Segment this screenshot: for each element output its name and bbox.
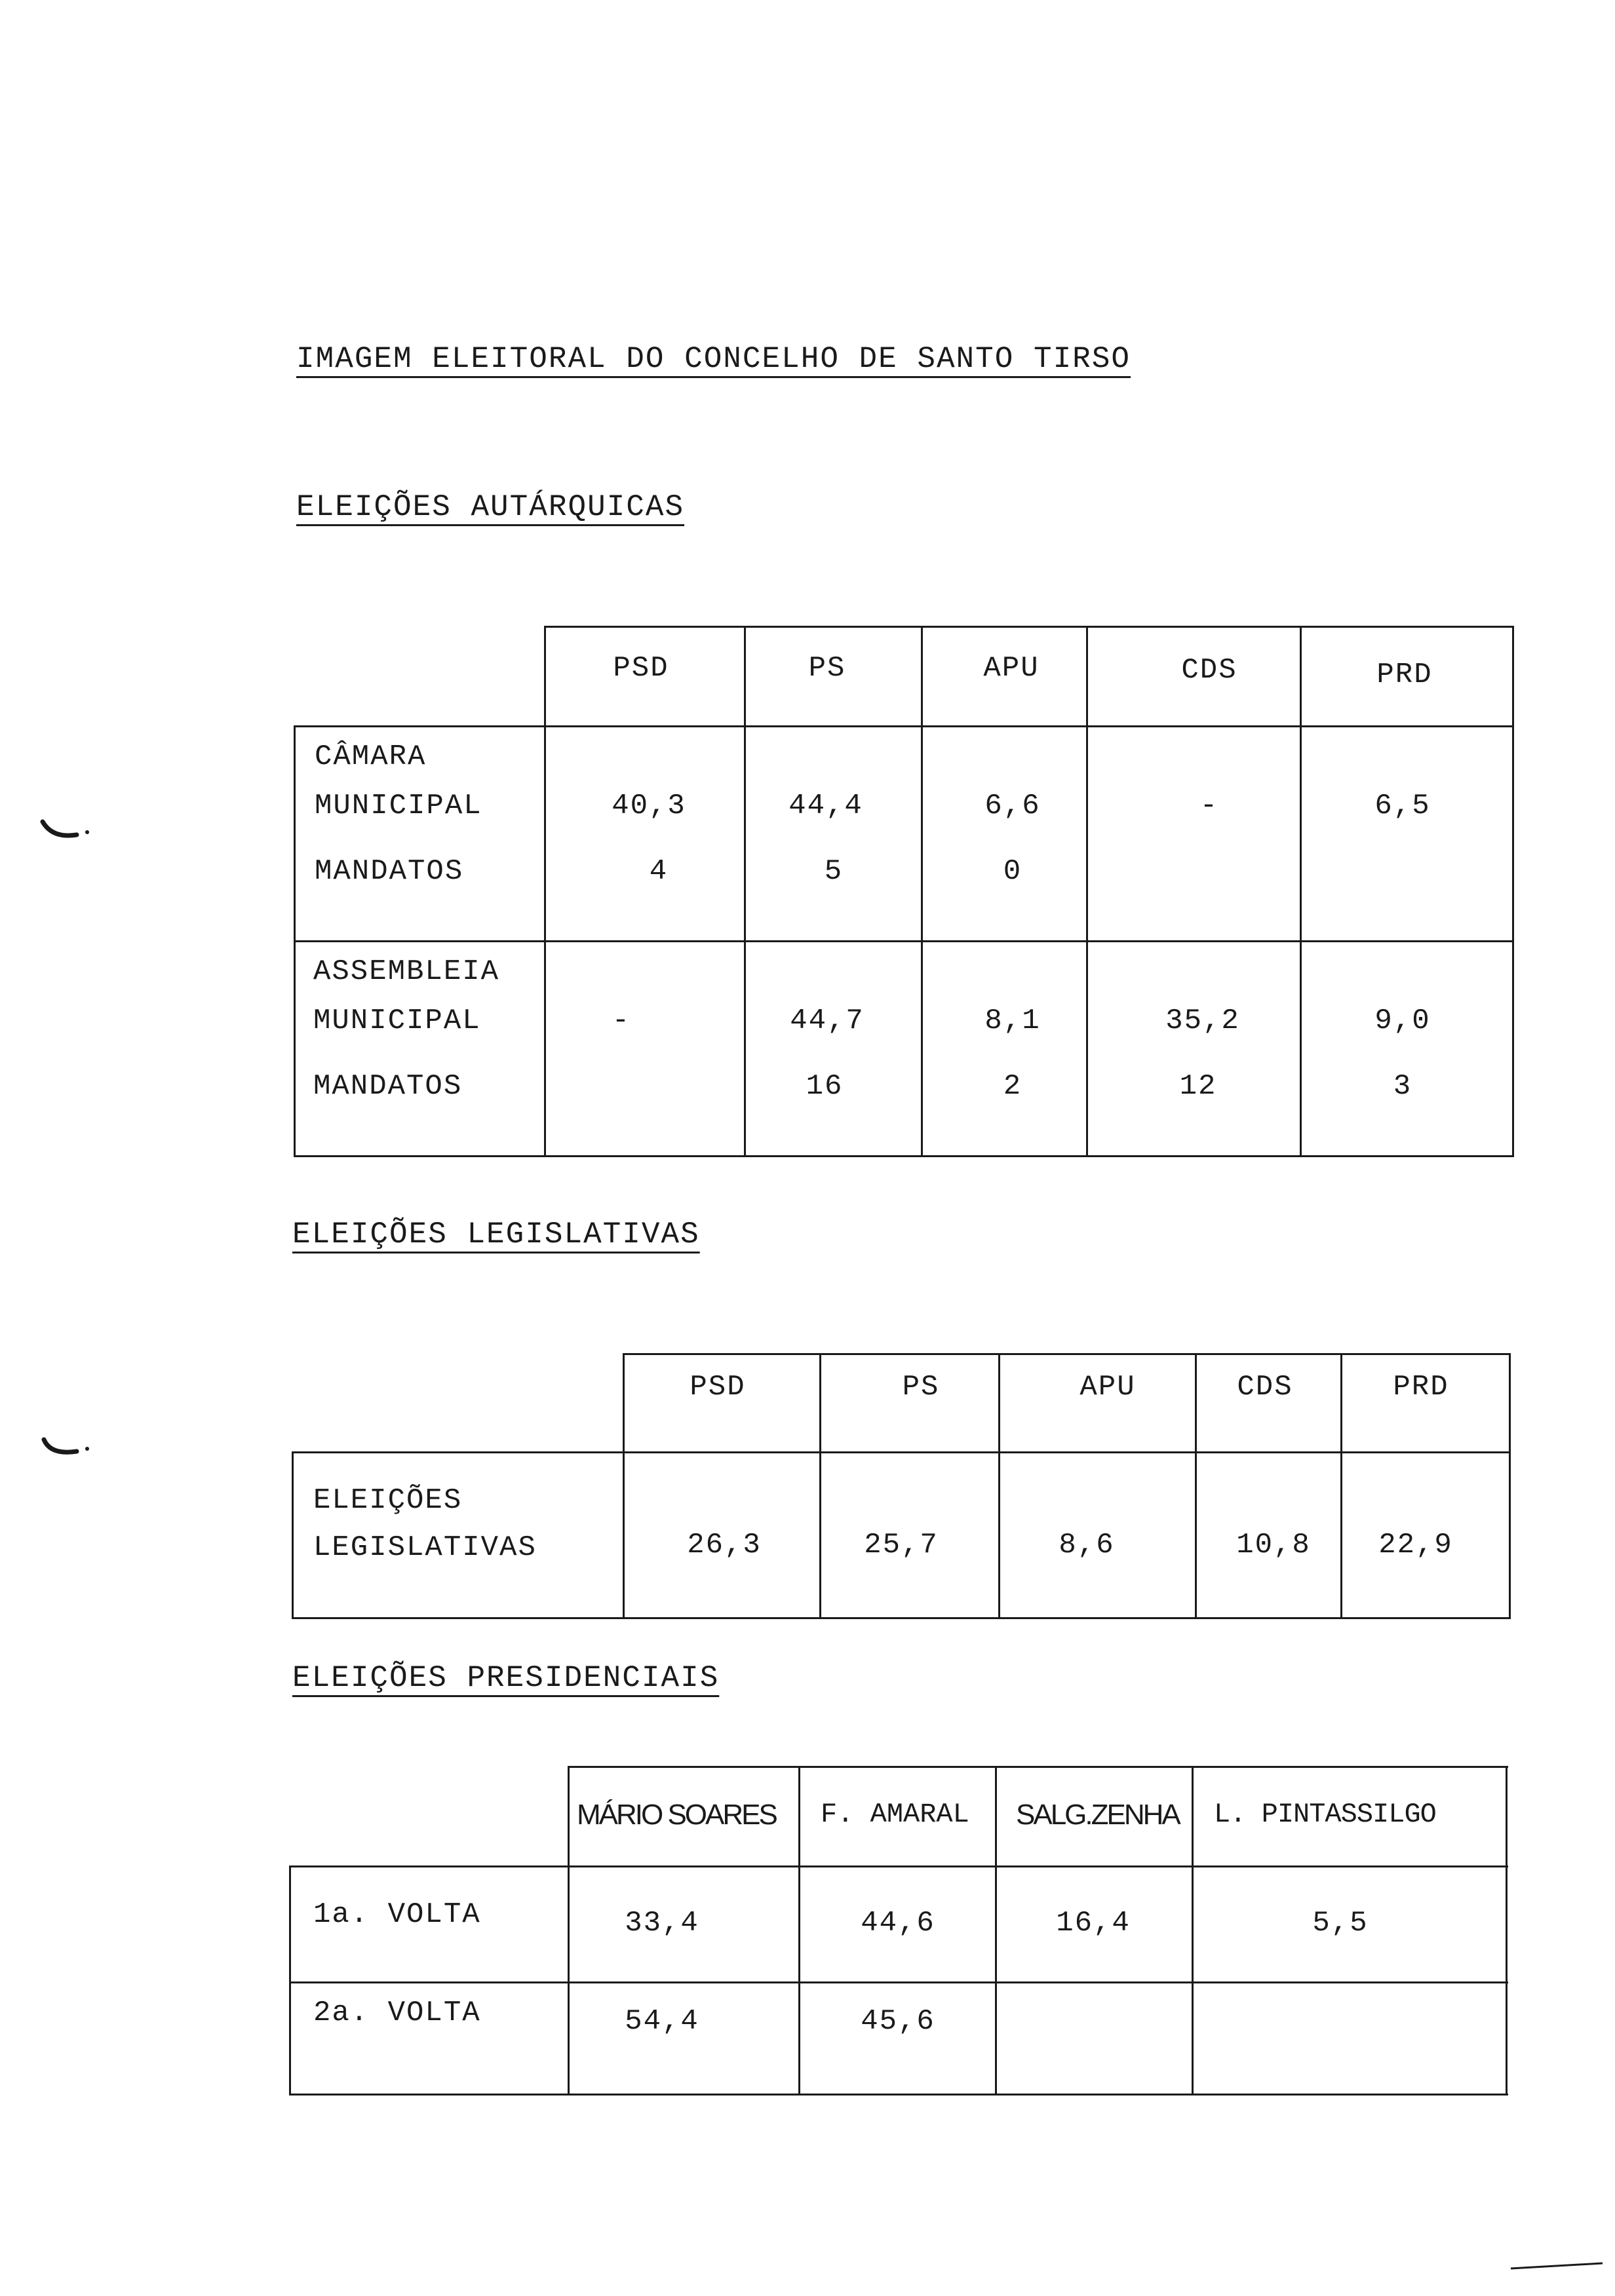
row-label-mandatos: MANDATOS [313,1070,463,1103]
column-header-apu: APU [983,652,1040,685]
table-rule [568,1766,570,2095]
cell-value: 40,3 [612,790,686,822]
cell-value: 9,0 [1374,1004,1431,1037]
table-rule [1192,1766,1194,2095]
cell-value: 6,5 [1374,790,1431,822]
cell-value: 44,6 [861,1907,935,1940]
cell-value: 45,6 [861,2005,935,2038]
table-rule [1506,1766,1508,2095]
cell-value: 22,9 [1378,1529,1453,1561]
cell-value: 26,3 [687,1529,762,1561]
table-rule [744,626,746,1157]
row-label-camara: CÂMARA [315,740,427,773]
cell-value: 8,1 [984,1004,1041,1037]
table-rule [921,626,923,1157]
column-header-apu: APU [1080,1371,1136,1404]
column-header-ps: PS [902,1371,940,1404]
table-rule [1509,1353,1511,1619]
table-rule [1300,626,1302,1157]
table-rule [292,1451,1511,1453]
cell-value: 5,5 [1312,1907,1369,1940]
column-header-f-amaral: F. AMARAL [821,1799,969,1830]
column-header-salg-zenha: SALG.ZENHA [1016,1799,1179,1831]
column-header-prd: PRD [1393,1371,1449,1404]
cell-value: 54,4 [625,2005,699,2038]
cell-seats: 0 [1003,855,1022,888]
table-rule [1512,626,1514,1157]
row-label-legislativas: LEGISLATIVAS [313,1531,537,1564]
table-rule [289,1981,1508,1983]
row-label-eleicoes: ELEIÇÕES [313,1484,463,1517]
table-rule [995,1766,997,2095]
column-header-cds: CDS [1181,654,1237,687]
table-rule [292,1451,294,1619]
table-rule [544,626,1514,628]
section-heading-legislativas: ELEIÇÕES LEGISLATIVAS [292,1217,700,1252]
cell-seats: 16 [806,1070,844,1103]
table-rule [292,1617,1511,1619]
table-rule [1086,626,1088,1157]
column-header-psd: PSD [690,1371,746,1404]
cell-value: 33,4 [625,1907,699,1940]
table-rule [289,1866,291,2095]
document-title: IMAGEM ELEITORAL DO CONCELHO DE SANTO TIRSO [296,342,1131,376]
row-label-municipal: MUNICIPAL [313,1004,481,1037]
cell-value: 6,6 [984,790,1041,822]
cell-value: 25,7 [864,1529,939,1561]
column-header-prd: PRD [1376,659,1433,691]
cell-seats: 5 [824,855,844,888]
cell-seats: 2 [1003,1070,1022,1103]
row-label-assembleia: ASSEMBLEIA [313,955,500,988]
hole-punch-mark [36,1432,102,1471]
cell-value: 10,8 [1236,1529,1311,1561]
table-rule [998,1353,1000,1619]
section-heading-presidenciais: ELEIÇÕES PRESIDENCIAIS [292,1661,720,1695]
table-rule [544,626,546,1157]
table-rule [294,725,1514,727]
row-label-1a-volta: 1a. VOLTA [313,1898,481,1931]
table-rule [623,1353,1511,1355]
cell-value: - [612,1004,631,1037]
column-header-l-pintassilgo: L. PINTASSILGO [1214,1799,1436,1830]
column-header-ps: PS [808,652,846,685]
table-rule [1340,1353,1342,1619]
table-rule [568,1766,1508,1768]
cell-value: - [1199,790,1219,822]
table-rule [289,2094,1508,2095]
table-rule [819,1353,821,1619]
edge-line-mark [1508,2254,1606,2274]
row-label-municipal: MUNICIPAL [315,790,482,822]
column-header-psd: PSD [613,652,669,685]
table-rule [289,1866,1508,1867]
cell-value: 44,4 [788,790,863,822]
cell-value: 8,6 [1059,1529,1115,1561]
cell-seats: 4 [649,855,669,888]
table-rule [294,1155,1514,1157]
table-rule [798,1766,800,2095]
cell-value: 44,7 [790,1004,865,1037]
cell-value: 35,2 [1165,1004,1240,1037]
table-rule [294,940,1514,942]
table-rule [1195,1353,1197,1619]
cell-seats: 12 [1179,1070,1217,1103]
hole-punch-mark [36,813,102,852]
column-header-mario-soares: MÁRIO SOARES [577,1799,776,1831]
row-label-mandatos: MANDATOS [315,855,464,888]
table-rule [623,1353,625,1619]
table-rule [294,725,296,1157]
section-heading-autarquicas: ELEIÇÕES AUTÁRQUICAS [296,490,685,524]
cell-seats: 3 [1393,1070,1412,1103]
cell-value: 16,4 [1056,1907,1131,1940]
row-label-2a-volta: 2a. VOLTA [313,1997,481,2029]
column-header-cds: CDS [1237,1371,1293,1404]
